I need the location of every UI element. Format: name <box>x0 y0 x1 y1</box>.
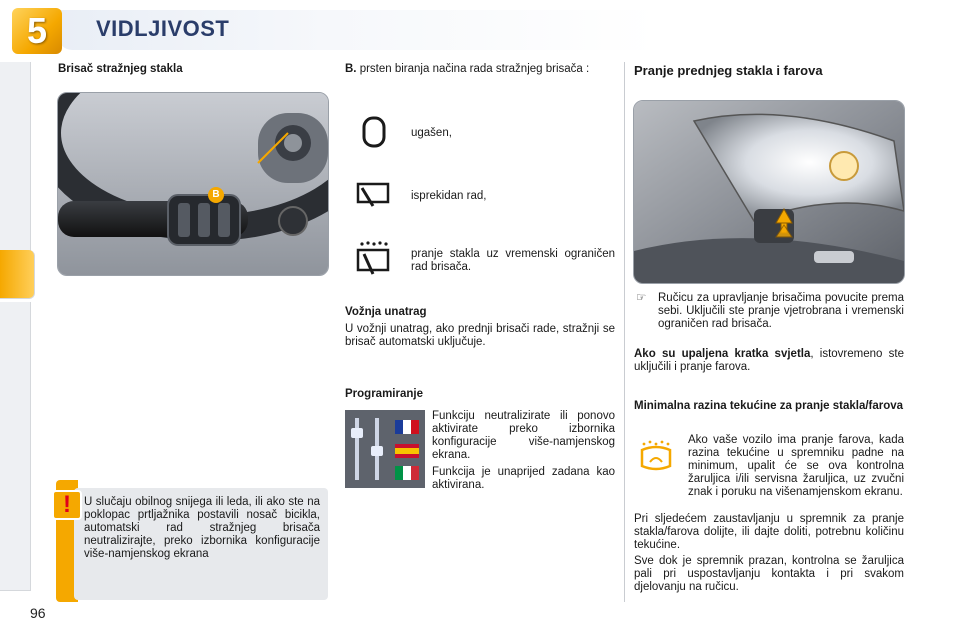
headlamp-wash-bold: Ako su upaljena kratka svjetla <box>634 348 811 360</box>
fluid-text-2: Pri sljedećem zaustavljanju u spremnik za pranje stakla/farova dolijte, ili dajte doliti, potrebnu količinu tekućine. <box>634 513 904 551</box>
chapter-tab[interactable] <box>0 350 31 399</box>
fluid-text-1: Ako vaše vozilo ima pranje farova, kada razina tekućine u spremniku padne na minimum, upalit će se ova kontrolna žaruljica i/ili servisna žaruljica, uz zvučni znak i poruku na višenamjenskom ekranu. <box>688 434 904 498</box>
ring-intro-text: prsten biranja načina rada stražnjeg brisača : <box>359 63 590 75</box>
headlamp-wash-note <box>634 348 904 374</box>
mode-wash-label: pranje stakla uz vremenski ograničen rad brisača. <box>411 248 615 273</box>
config-screen-illustration <box>345 410 425 488</box>
car-headlamp-illustration <box>634 101 904 283</box>
fluid-text-3: Sve dok je spremnik prazan, kontrolna se žaruljica pali pri uspostavljanju kontakta i pri svakom djelovanju na ručicu. <box>634 555 904 593</box>
wiper-wash-icon <box>354 240 392 280</box>
ring-intro <box>345 63 615 76</box>
mode-intermittent-label: isprekidan rad, <box>411 190 487 202</box>
headlamp-wash-text: , istovremeno ste uključili i pranje farova. <box>634 348 904 373</box>
fluid-level-title: Minimalna razina tekućine za pranje stakla/farova <box>634 400 904 412</box>
wiper-off-icon <box>356 116 392 148</box>
rear-wiper-stalk-photo <box>57 92 329 276</box>
warning-text: U slučaju obilnog snijega ili leda, ili ako ste na poklopac prtljažnika postavili nosač bicikla, automatski rad stražnjeg brisača neutralizirajte, preko izbornika konfiguracije više-namjenskog ekrana <box>84 496 320 560</box>
bullet-hand-icon: ☞ <box>636 292 647 304</box>
chapter-side-tabs <box>0 62 34 582</box>
chapter-tab[interactable] <box>0 494 31 543</box>
reverse-text: U vožnji unatrag, ako prednji brisači rade, stražnji se brisač automatski uključuje. <box>345 323 615 348</box>
chapter-tab[interactable] <box>0 302 31 351</box>
stalk-instruction-text: Ručicu za upravljanje brisačima povucite prema sebi. Uključili ste pranje vjetrobrana i vremenski ograničen rad brisača. <box>658 292 904 330</box>
column-divider <box>624 62 625 602</box>
wiper-intermittent-icon <box>354 180 392 212</box>
chapter-tab[interactable] <box>0 398 31 447</box>
chapter-tab[interactable] <box>0 206 31 255</box>
mode-off-label: ugašen, <box>411 127 452 139</box>
chapter-tab[interactable] <box>0 158 31 207</box>
chapter-tab-active[interactable] <box>0 250 35 299</box>
front-wash-title: Pranje prednjeg stakla i farova <box>634 63 823 78</box>
programming-title: Programiranje <box>345 388 423 400</box>
chapter-title: VIDLJIVOST <box>96 16 230 41</box>
steering-wheel-illustration <box>58 93 328 275</box>
chapter-tab[interactable] <box>0 62 31 111</box>
programming-text-2: Funkcija je unaprijed zadana kao aktivirana. <box>432 466 615 491</box>
rear-wiper-title: Brisač stražnjeg stakla <box>58 63 183 75</box>
reverse-title: Vožnja unatrag <box>345 306 427 318</box>
chapter-tab[interactable] <box>0 542 31 591</box>
chapter-tab[interactable] <box>0 110 31 159</box>
washer-fluid-warning-icon <box>636 440 676 474</box>
headlamp-photo <box>633 100 905 284</box>
chapter-tab[interactable] <box>0 446 31 495</box>
chapter-number: 5 <box>12 8 62 54</box>
exclamation-warning-icon: ! <box>52 490 82 520</box>
callout-b-marker: B <box>208 187 224 203</box>
sliders-and-flags-icon <box>345 410 425 488</box>
page-number: 96 <box>30 605 46 621</box>
programming-text-1: Funkciju neutralizirate ili ponovo aktivirate preko izbornika konfiguracije više-namjenskog ekrana. <box>432 410 615 461</box>
ring-intro-label: B. <box>345 63 357 75</box>
